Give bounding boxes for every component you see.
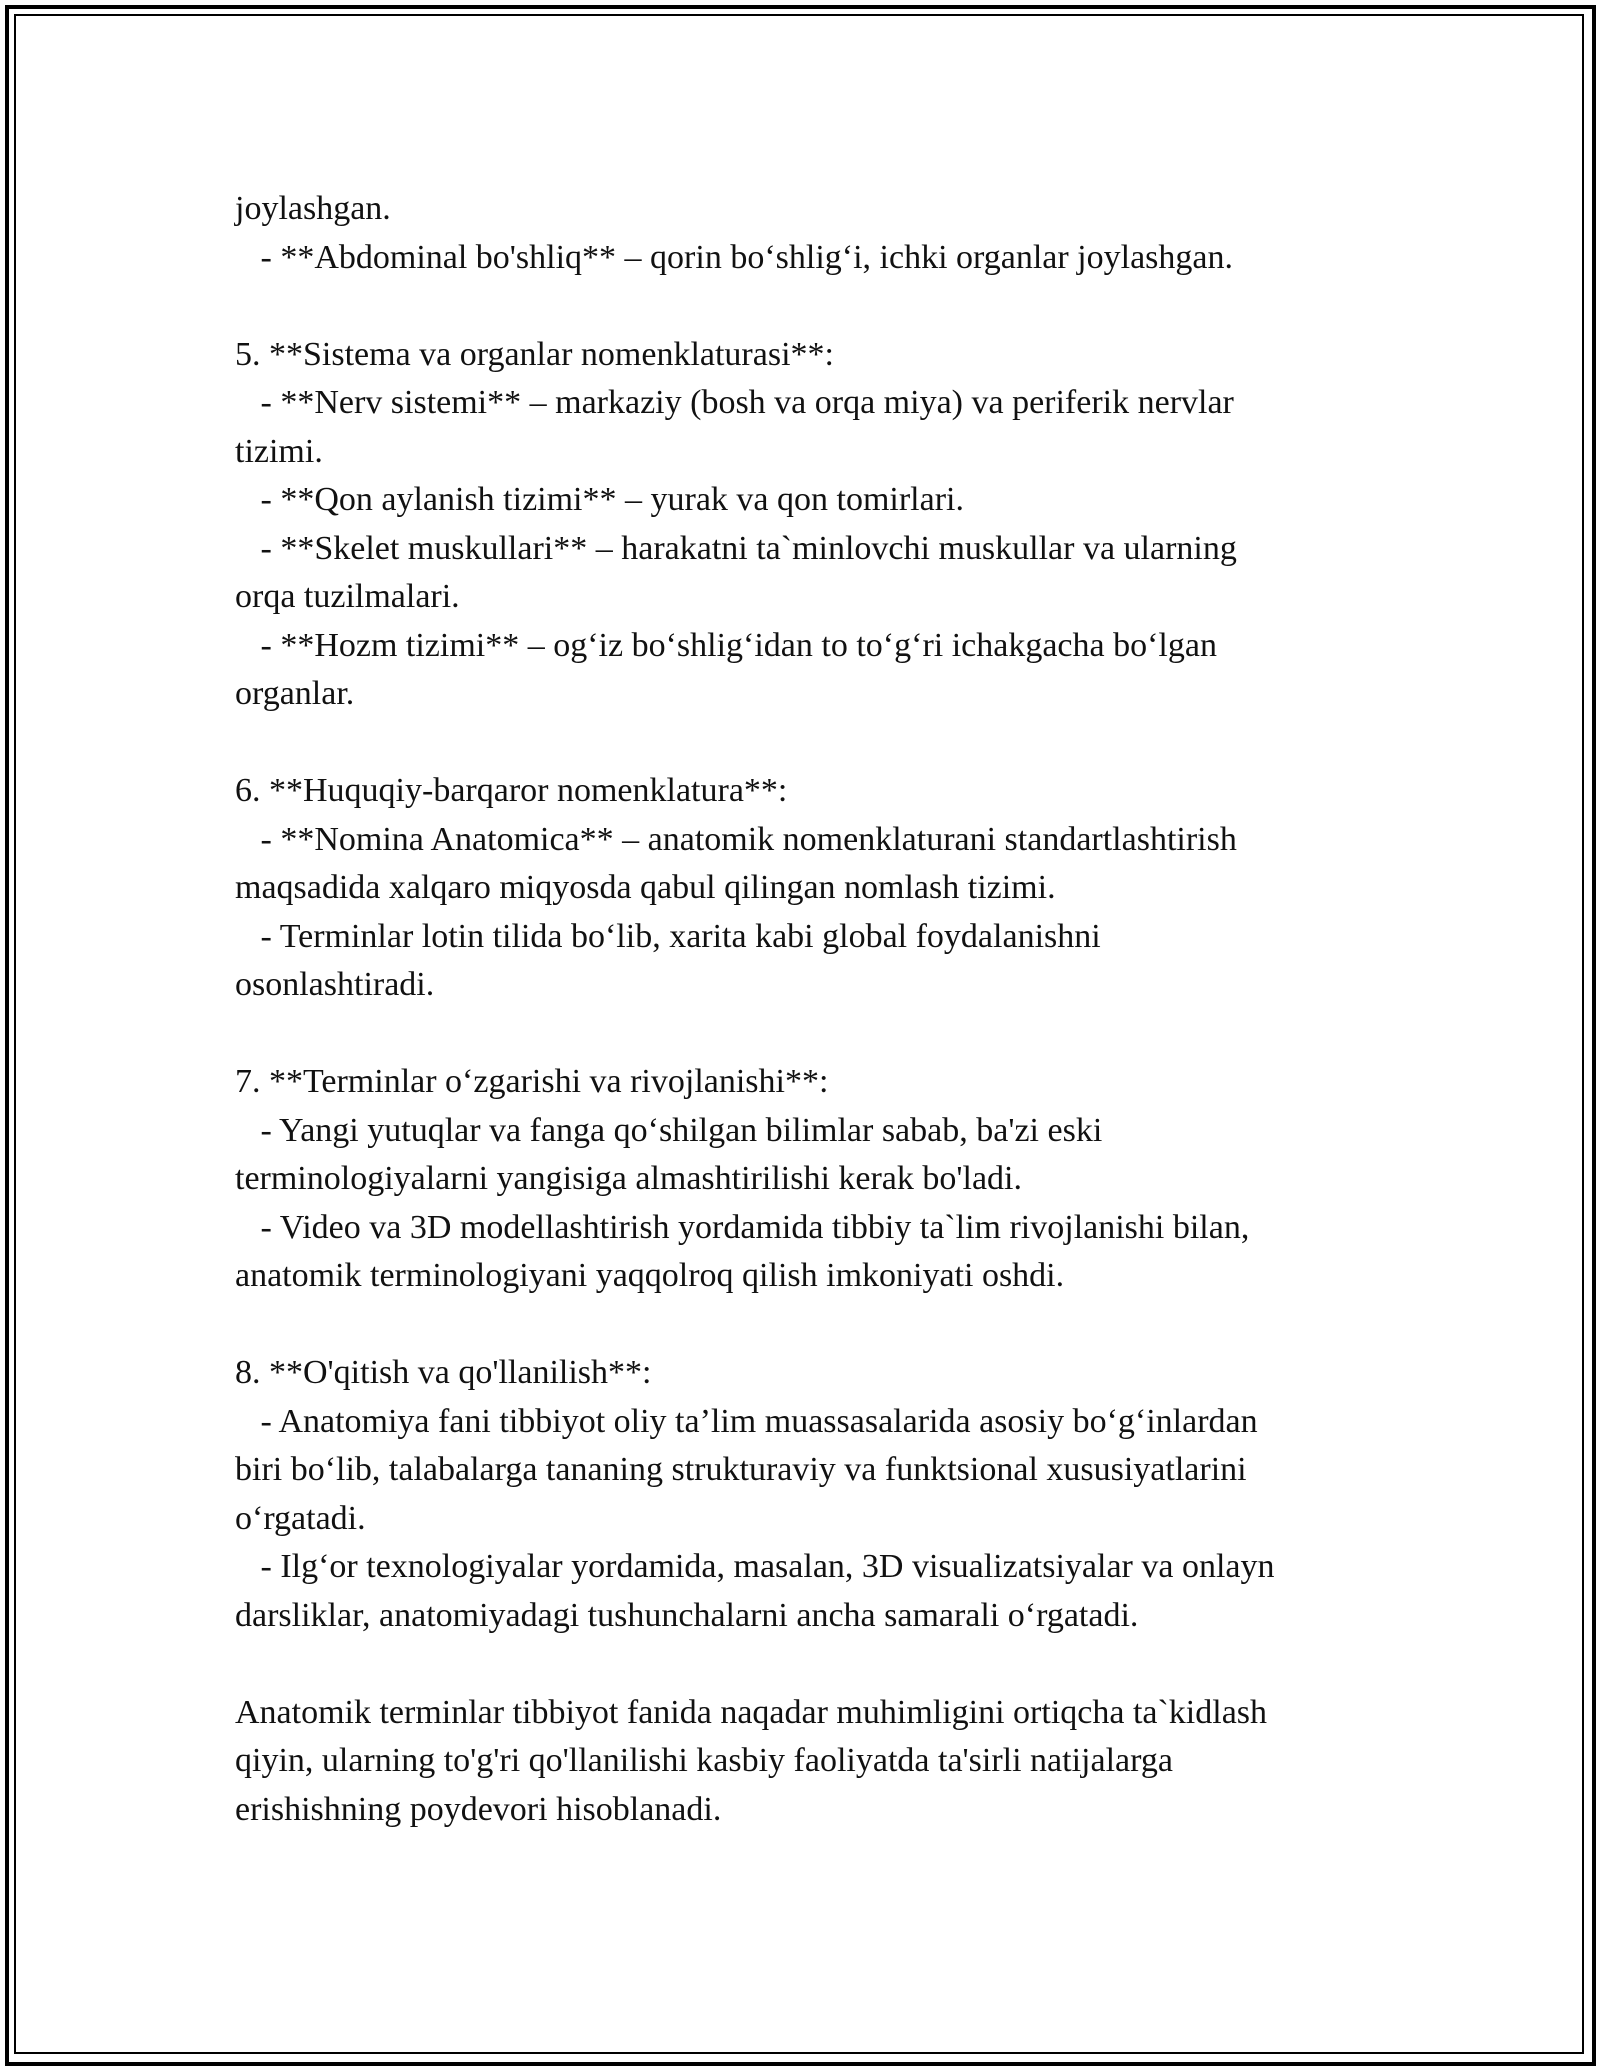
text-line: - **Skelet muskullari** – harakatni ta`minlovchi muskullar va ularning — [235, 529, 1237, 567]
text-line: o‘rgatadi. — [235, 1499, 366, 1537]
paragraph-gap — [235, 1010, 1385, 1059]
text-line: terminologiyalarni yangisiga almashtirilishi kerak bo'ladi. — [235, 1160, 1022, 1197]
text-line: organlar. — [235, 675, 355, 712]
conclusion-line: erishishning poydevori hisoblanadi. — [235, 1790, 722, 1828]
text-line: orqa tuzilmalari. — [235, 578, 460, 615]
conclusion-line: Anatomik terminlar tibbiyot fanida naqadar muhimligini ortiqcha ta`kidlash — [235, 1693, 1268, 1731]
paragraph-gap — [235, 282, 1385, 331]
conclusion-line: qiyin, ularning to'g'ri qo'llanilishi kasbiy faoliyatda ta'sirli natijalarga — [235, 1742, 1173, 1779]
text-line: - Video va 3D modellashtirish yordamida tibbiy ta`lim rivojlanishi bilan, — [235, 1208, 1250, 1246]
text-line: - Yangi yutuqlar va fanga qo‘shilgan bilimlar sabab, ba'zi eski — [235, 1111, 1103, 1149]
document-body — [235, 185, 1385, 1834]
paragraph-gap — [235, 1301, 1385, 1350]
text-line: darsliklar, anatomiyadagi tushunchalarni ancha samarali o‘rgatadi. — [235, 1596, 1139, 1634]
text-line: - **Nomina Anatomica** – anatomik nomenklaturani standartlashtirish — [235, 820, 1237, 858]
section-heading-6: 6. **Huquqiy-barqaror nomenklatura**: — [235, 772, 788, 809]
section-heading-5: 5. **Sistema va organlar nomenklaturasi**: — [235, 335, 834, 373]
text-line: - **Nerv sistemi** – markaziy (bosh va orqa miya) va periferik nervlar — [235, 384, 1234, 421]
text-line: biri bo‘lib, talabalarga tananing strukturaviy va funktsional xususiyatlarini — [235, 1451, 1247, 1488]
section-heading-8: 8. **O'qitish va qo'llanilish**: — [235, 1354, 652, 1391]
text-line: - **Qon aylanish tizimi** – yurak va qon tomirlari. — [235, 481, 964, 518]
text-line: - **Hozm tizimi** – og‘iz bo‘shlig‘idan to to‘g‘ri ichakgacha bo‘lgan — [235, 626, 1217, 664]
paragraph-gap — [235, 719, 1385, 768]
text-line: - Ilg‘or texnologiyalar yordamida, masalan, 3D visualizatsiyalar va onlayn — [235, 1548, 1275, 1585]
text-line: joylashgan. — [235, 190, 391, 227]
text-line: - Anatomiya fani tibbiyot oliy ta’lim muassasalarida asosiy bo‘g‘inlardan — [235, 1402, 1258, 1440]
text-line: tizimi. — [235, 432, 323, 470]
section-heading-7: 7. **Terminlar o‘zgarishi va rivojlanishi**: — [235, 1063, 829, 1100]
text-line: osonlashtiradi. — [235, 966, 435, 1003]
text-line: maqsadida xalqaro miqyosda qabul qilingan nomlash tizimi. — [235, 869, 1056, 906]
text-line: - Terminlar lotin tilida bo‘lib, xarita kabi global foydalanishni — [235, 917, 1101, 955]
text-line: - **Abdominal bo'shliq** – qorin bo‘shlig‘i, ichki organlar joylashgan. — [235, 238, 1233, 276]
text-line: anatomik terminologiyani yaqqolroq qilish imkoniyati oshdi. — [235, 1257, 1065, 1294]
paragraph-gap — [235, 1640, 1385, 1689]
